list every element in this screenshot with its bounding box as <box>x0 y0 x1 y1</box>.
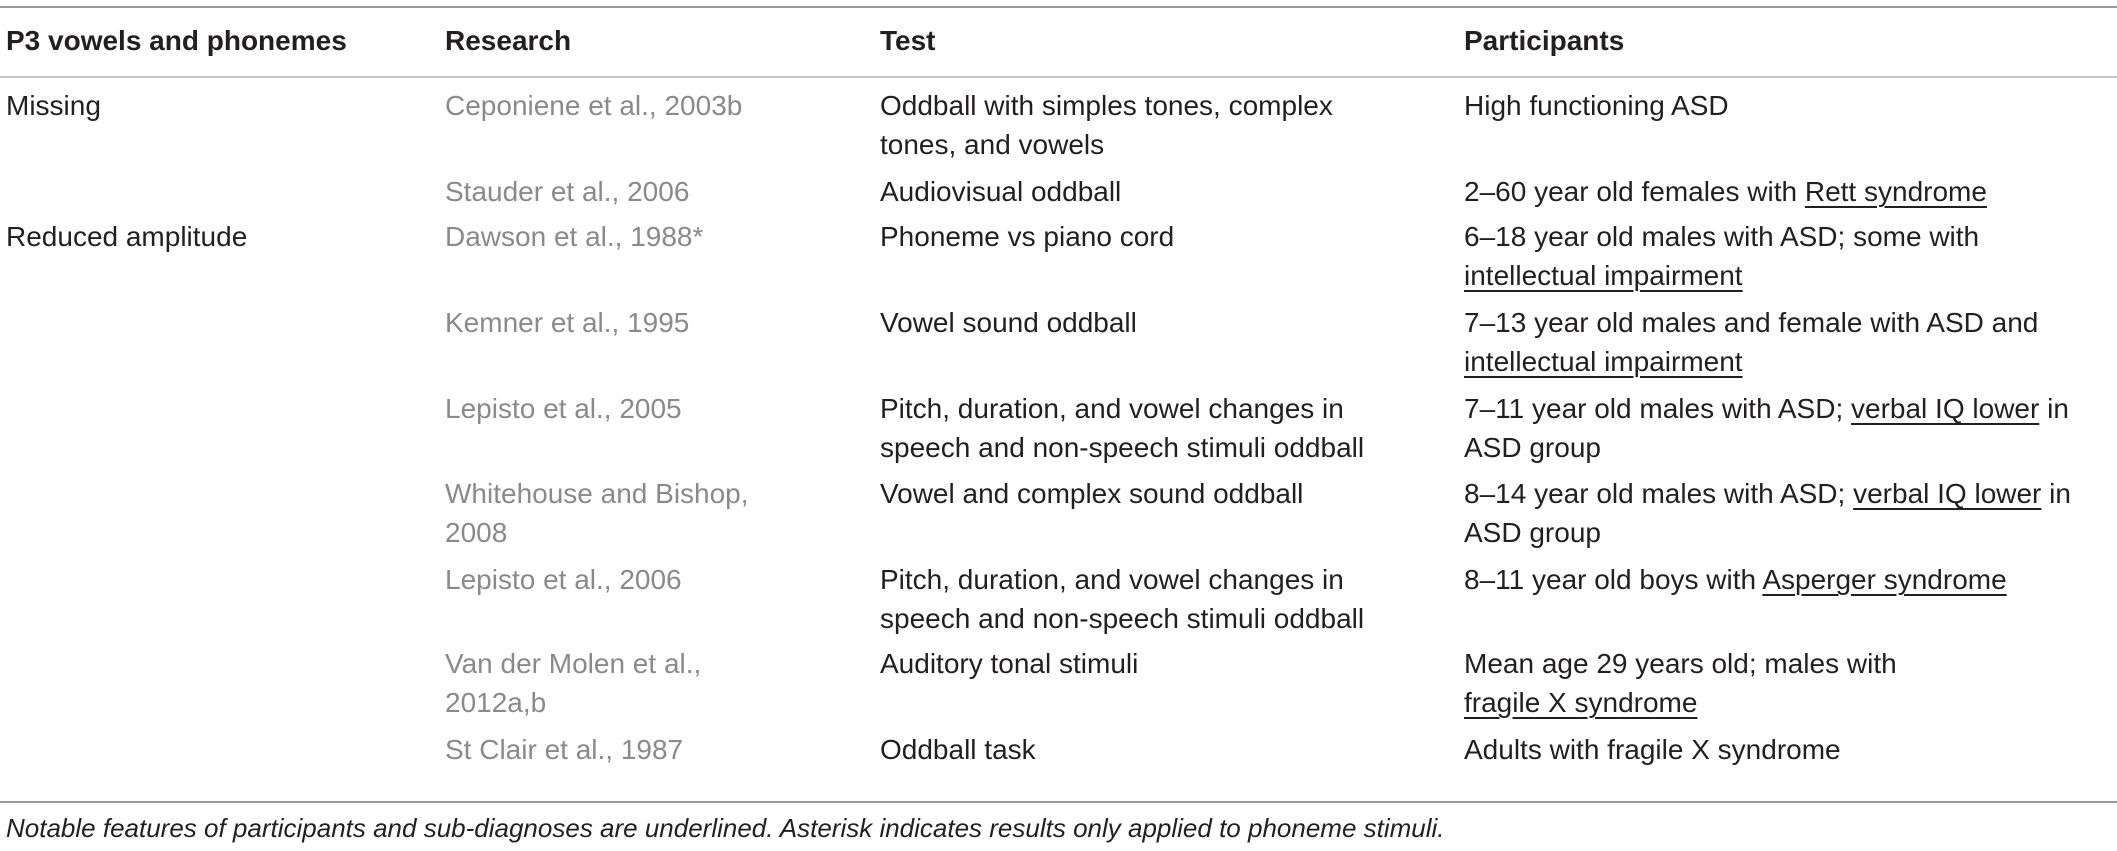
test-cell: Pitch, duration, and vowel changes in <box>880 393 1344 424</box>
participants-text: 8–14 year old males with ASD; <box>1464 478 1854 509</box>
participants-text: 8–11 year old boys with <box>1464 564 1763 595</box>
participants-cell <box>1464 217 1979 256</box>
test-cell: Oddball with simples tones, complex <box>880 90 1333 121</box>
participants-cell <box>1464 303 2038 342</box>
test-cell: Oddball task <box>880 734 1036 765</box>
research-cell: Stauder et al., 2006 <box>445 176 690 207</box>
participants-cell <box>1464 644 1897 683</box>
test-cell: Auditory tonal stimuli <box>880 648 1139 679</box>
test-cell: Vowel and complex sound oddball <box>880 478 1304 509</box>
participants-cell <box>1464 389 2069 428</box>
participants-text: Adults with fragile X syndrome <box>1464 734 1841 765</box>
participants-text: ASD group <box>1464 432 1601 463</box>
participants-text: 2–60 year old females with <box>1464 176 1805 207</box>
participants-cell <box>1464 513 1601 552</box>
test-cell: Vowel sound oddball <box>880 307 1137 338</box>
header-p3-vowels: P3 vowels and phonemes <box>6 25 347 56</box>
underlined-feature: intellectual impairment <box>1464 260 1743 291</box>
participants-text: in <box>2041 478 2071 509</box>
table-bottom-rule <box>0 801 2117 803</box>
test-cell: speech and non-speech stimuli oddball <box>880 603 1365 634</box>
test-cell: Audiovisual oddball <box>880 176 1122 207</box>
research-cell: Ceponiene et al., 2003b <box>445 90 743 121</box>
underlined-feature: fragile X syndrome <box>1464 687 1698 718</box>
research-cell: Lepisto et al., 2006 <box>445 564 682 595</box>
underlined-feature: verbal IQ lower <box>1851 393 2040 424</box>
participants-cell <box>1464 256 1743 295</box>
header-research: Research <box>445 25 572 56</box>
participants-text: 7–11 year old males with ASD; <box>1464 393 1852 424</box>
participants-cell <box>1464 428 1601 467</box>
test-cell: Phoneme vs piano cord <box>880 221 1175 252</box>
research-cell: Lepisto et al., 2005 <box>445 393 682 424</box>
header-rule <box>0 76 2117 78</box>
test-cell: tones, and vowels <box>880 129 1105 160</box>
research-cell: St Clair et al., 1987 <box>445 734 684 765</box>
participants-text: 7–13 year old males and female with ASD and <box>1464 307 2039 338</box>
participants-text: ASD group <box>1464 517 1601 548</box>
participants-cell <box>1464 342 1743 381</box>
participants-text: in <box>2039 393 2069 424</box>
header-participants: Participants <box>1464 25 1625 56</box>
participants-cell <box>1464 730 1841 769</box>
header-test: Test <box>880 25 936 56</box>
research-cell: Whitehouse and Bishop, <box>445 478 749 509</box>
underlined-feature: intellectual impairment <box>1464 346 1743 377</box>
participants-text: 6–18 year old males with ASD; some with <box>1464 221 1980 252</box>
table-footnote: Notable features of participants and sub-diagnoses are underlined. Asterisk indicates results only applied to phoneme stimuli. <box>6 813 1445 843</box>
underlined-feature: Rett syndrome <box>1804 176 1987 207</box>
category-cell: Missing <box>6 90 101 121</box>
test-cell: speech and non-speech stimuli oddball <box>880 432 1365 463</box>
research-cell: Dawson et al., 1988* <box>445 221 704 252</box>
participants-cell <box>1464 86 1729 125</box>
table-top-rule <box>0 6 2117 8</box>
participants-cell <box>1464 172 1987 211</box>
participants-cell <box>1464 474 2071 513</box>
underlined-feature: verbal IQ lower <box>1853 478 2042 509</box>
underlined-feature: Asperger syndrome <box>1762 564 2007 595</box>
research-cell: 2008 <box>445 517 508 548</box>
category-cell: Reduced amplitude <box>6 221 248 252</box>
test-cell: Pitch, duration, and vowel changes in <box>880 564 1344 595</box>
participants-cell <box>1464 683 1697 722</box>
research-cell: Kemner et al., 1995 <box>445 307 690 338</box>
participants-text: Mean age 29 years old; males with <box>1464 648 1897 679</box>
participants-text: High functioning ASD <box>1464 90 1729 121</box>
participants-cell <box>1464 560 2007 599</box>
research-cell: 2012a,b <box>445 687 547 718</box>
research-cell: Van der Molen et al., <box>445 648 702 679</box>
